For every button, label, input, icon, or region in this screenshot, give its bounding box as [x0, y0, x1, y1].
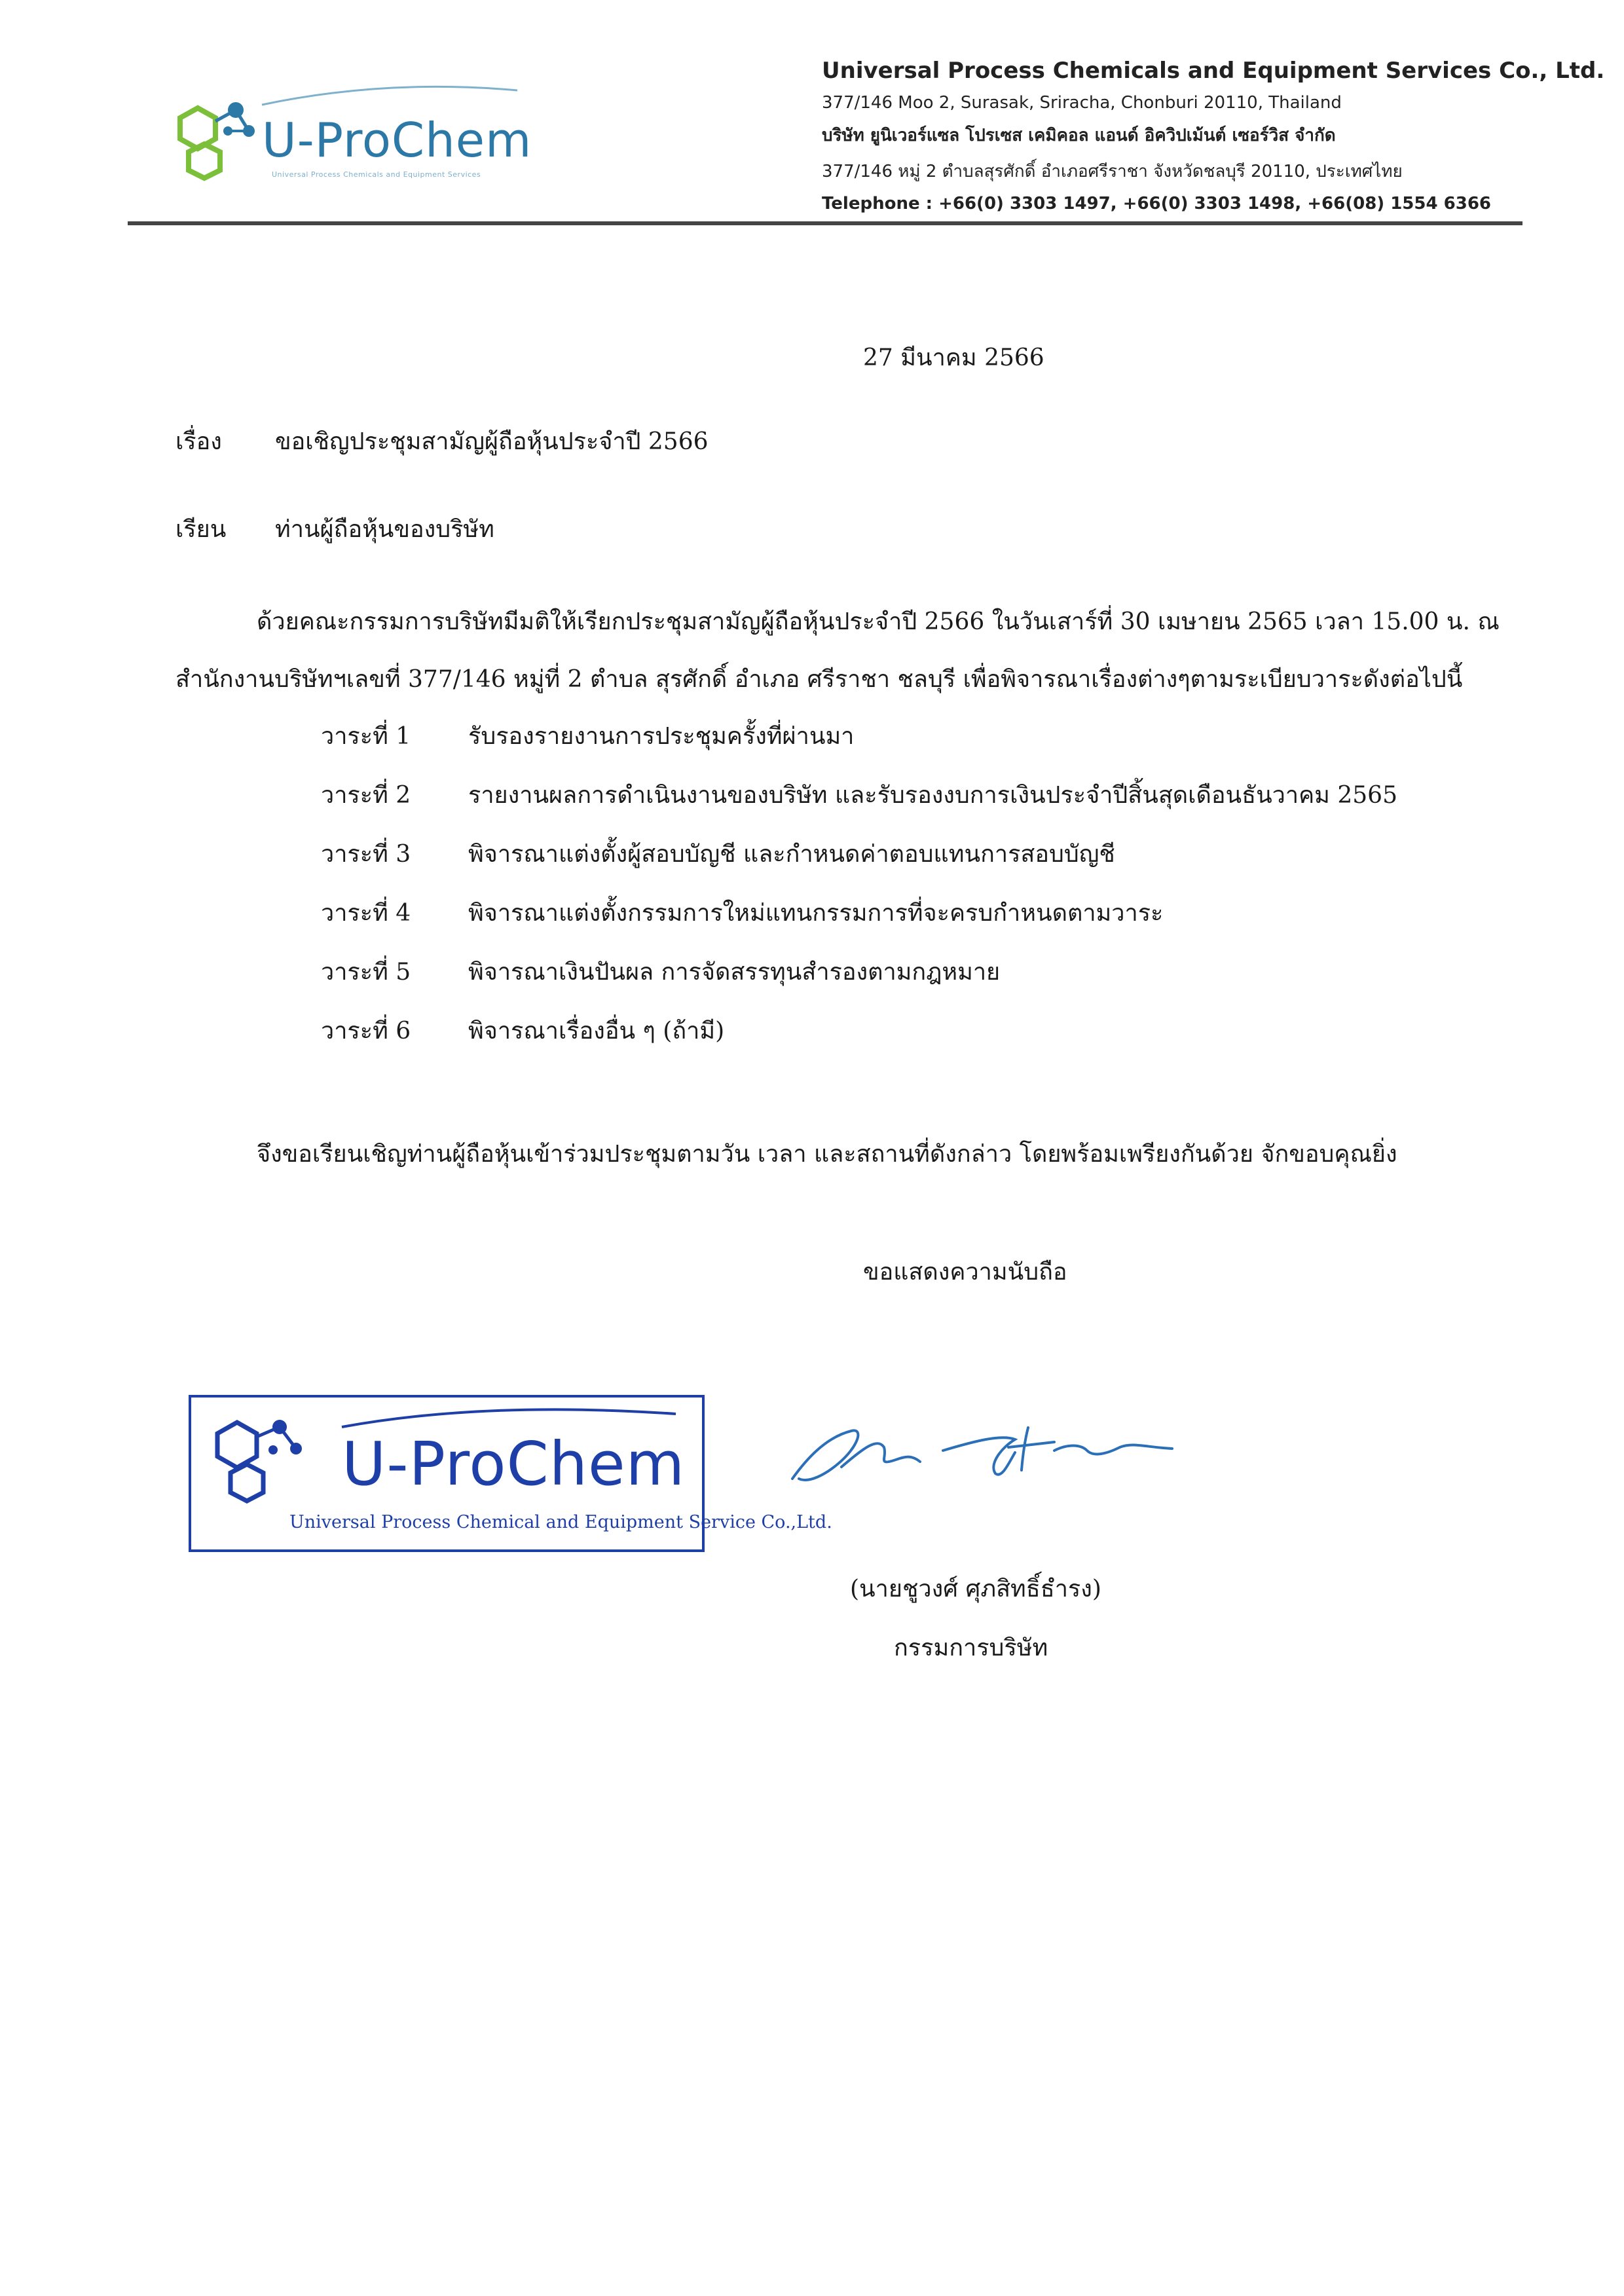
recipient-label: เรียน — [175, 516, 227, 543]
logo-tagline: Universal Process Chemicals and Equipment Services — [272, 170, 481, 179]
closing-paragraph: จึงขอเรียนเชิญท่านผู้ถือหุ้นเข้าร่วมประชุมตามวัน เวลา และสถานที่ดังกล่าว โดยพร้อมเพรียงกันด้วย จักขอบคุณยิ่ง — [257, 1141, 1397, 1168]
handwritten-signature — [779, 1401, 1198, 1496]
agenda-number: วาระที่ 4 — [321, 900, 411, 927]
company-address-en: 377/146 Moo 2, Surasak, Sriracha, Chonburi 20110, Thailand — [822, 93, 1342, 113]
agenda-number: วาระที่ 2 — [321, 782, 411, 809]
letterhead-divider — [128, 221, 1522, 225]
company-telephone: Telephone : +66(0) 3303 1497, +66(0) 3303 1498, +66(08) 1554 6366 — [822, 194, 1491, 213]
stamp-logo-text: U-ProChem — [342, 1429, 686, 1499]
agenda-number: วาระที่ 5 — [321, 959, 411, 986]
body-paragraph-line-1: ด้วยคณะกรรมการบริษัทมีมติให้เรียกประชุมสามัญผู้ถือหุ้นประจำปี 2566 ในวันเสาร์ที่ 30 เมษายน 2565 เวลา 15.00 น. ณ — [257, 608, 1500, 635]
recipient-text: ท่านผู้ถือหุ้นของบริษัท — [275, 516, 494, 543]
subject-text: ขอเชิญประชุมสามัญผู้ถือหุ้นประจำปี 2566 — [275, 428, 709, 455]
subject-label: เรื่อง — [175, 428, 222, 455]
signer-name: (นายชูวงศ์ ศุภสิทธิ์ธำรง) — [850, 1576, 1101, 1602]
company-info — [822, 58, 1604, 213]
agenda-text: พิจารณาเงินปันผล การจัดสรรทุนสำรองตามกฎหมาย — [468, 959, 1001, 986]
agenda-text: พิจารณาแต่งตั้งกรรมการใหม่แทนกรรมการที่จะครบกำหนดตามวาระ — [468, 900, 1164, 927]
closing-regards: ขอแสดงความนับถือ — [863, 1259, 1067, 1286]
agenda-text: รายงานผลการดำเนินงานของบริษัท และรับรองงบการเงินประจำปีสิ้นสุดเดือนธันวาคม 2565 — [468, 782, 1397, 809]
logo-text: U-ProChem — [262, 113, 532, 168]
company-name-en: Universal Process Chemicals and Equipment Services Co., Ltd. — [822, 58, 1605, 84]
body-paragraph-line-2: สำนักงานบริษัทฯเลขที่ 377/146 หมู่ที่ 2 ตำบล สุรศักดิ์ อำเภอ ศรีราชา ชลบุรี เพื่อพิจารณาเรื่องต่างๆตามระเบียบวาระดังต่อไปนี้ — [175, 666, 1463, 693]
logo-swoosh — [151, 79, 557, 118]
stamp-company-name: Universal Process Chemical and Equipment Service Co.,Ltd. — [289, 1512, 832, 1532]
company-name-th: บริษัท ยูนิเวอร์แซล โปรเซส เคมิคอล แอนด์ อิควิปเม้นต์ เซอร์วิส จำกัด — [822, 126, 1336, 145]
agenda-number: วาระที่ 3 — [321, 841, 411, 868]
letter-date: 27 มีนาคม 2566 — [863, 344, 1044, 371]
agenda-text: รับรองรายงานการประชุมครั้งที่ผ่านมา — [468, 723, 855, 750]
agenda-number: วาระที่ 1 — [321, 723, 411, 750]
signer-title: กรรมการบริษัท — [894, 1635, 1048, 1661]
company-stamp — [189, 1395, 832, 1552]
agenda-number: วาระที่ 6 — [321, 1018, 411, 1045]
signature-stroke — [779, 1401, 1198, 1493]
agenda-text: พิจารณาเรื่องอื่น ๆ (ถ้ามี) — [468, 1018, 725, 1045]
agenda-text: พิจารณาแต่งตั้งผู้สอบบัญชี และกำหนดค่าตอบแทนการสอบบัญชี — [468, 841, 1115, 868]
company-address-th: 377/146 หมู่ 2 ตำบลสุรศักดิ์ อำเภอศรีราชา จังหวัดชลบุรี 20110, ประเทศไทย — [822, 162, 1403, 181]
company-logo — [151, 79, 557, 203]
